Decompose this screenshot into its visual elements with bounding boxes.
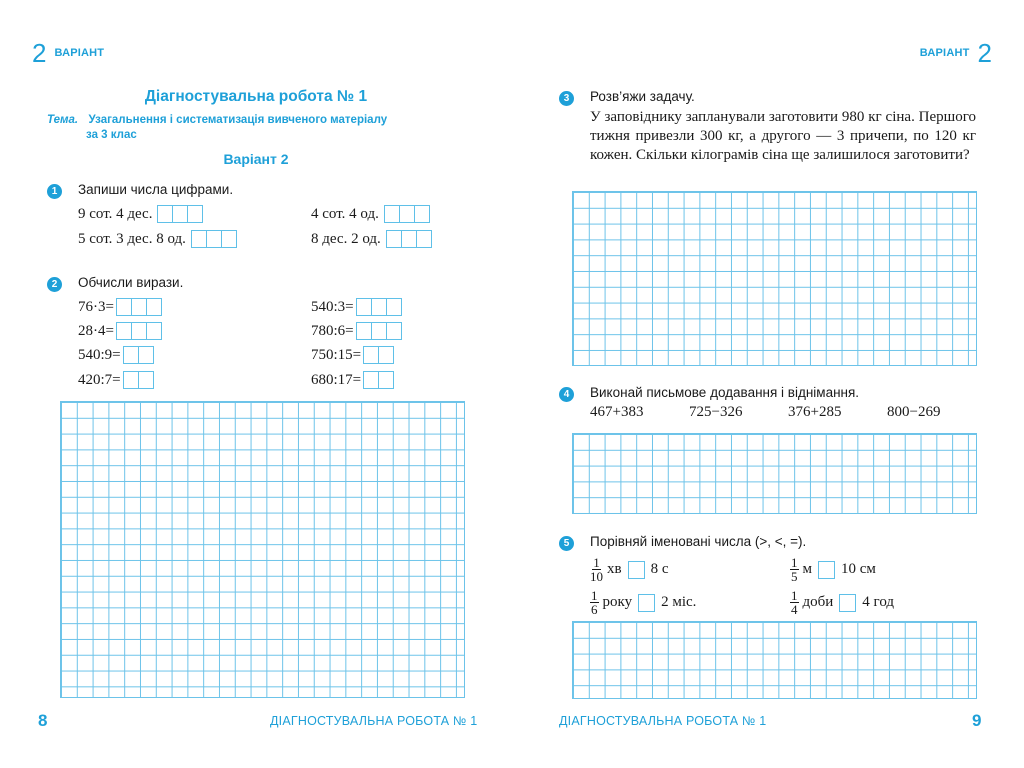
q4-expression: 800−269 bbox=[887, 404, 941, 420]
answer-cells[interactable] bbox=[157, 205, 203, 223]
theme-text: Узагальнення і систематизація вивченого матеріалу bbox=[88, 114, 388, 126]
variant-number: 2 bbox=[32, 38, 47, 68]
page-number-left: 8 bbox=[38, 711, 48, 730]
answer-cells[interactable] bbox=[116, 298, 162, 316]
question-number-4: 4 bbox=[559, 387, 574, 402]
q1-item-label: 5 сот. 3 дес. 8 од. bbox=[78, 230, 186, 247]
q1-item bbox=[311, 230, 432, 248]
theme-label: Тема. bbox=[47, 114, 79, 126]
q4-expression: 725−326 bbox=[689, 404, 743, 420]
work-grid-q4[interactable] bbox=[572, 433, 977, 514]
q2-item bbox=[311, 298, 402, 316]
compare-rhs: 8 с bbox=[650, 561, 669, 577]
q1-item bbox=[78, 205, 203, 223]
fraction: $\frac{1}{4}$ bbox=[791, 588, 798, 617]
q4-expression: 376+285 bbox=[788, 404, 842, 420]
page-title: Діагностувальна робота № 1 bbox=[144, 88, 368, 105]
q2-expression: 76·3= bbox=[78, 298, 114, 315]
q2-item bbox=[78, 371, 154, 389]
q1-item bbox=[311, 205, 430, 223]
compare-rhs: 10 см bbox=[841, 561, 876, 577]
q1-item-label: 9 сот. 4 дес. bbox=[78, 205, 153, 222]
unit-label: доби bbox=[802, 594, 834, 610]
compare-box[interactable] bbox=[638, 594, 655, 612]
footer-title-left: ДІАГНОСТУВАЛЬНА РОБОТА № 1 bbox=[270, 714, 478, 728]
q2-item bbox=[311, 371, 394, 389]
problem-text: У заповіднику запланували заготовити 980 кг сіна. Першого тижня привезли 300 кг, а другого — 3 причепи, по 120 кг кожен. Скільки кілограмів сіна ще залишилося заготовити? bbox=[590, 109, 976, 163]
work-grid-q3[interactable] bbox=[572, 191, 977, 366]
fraction: $\frac{1}{6}$ bbox=[591, 588, 598, 617]
answer-cells[interactable] bbox=[191, 230, 237, 248]
q2-item bbox=[78, 322, 162, 340]
comparison-item bbox=[790, 589, 894, 616]
fraction: $\frac{1}{5}$ bbox=[791, 555, 798, 584]
comparison-item bbox=[790, 556, 876, 583]
question-5-text: Порівняй іменовані числа (>, <, =). bbox=[590, 534, 807, 549]
variant-number: 2 bbox=[977, 38, 992, 68]
q2-item bbox=[78, 346, 154, 364]
page-number-right: 9 bbox=[972, 711, 982, 730]
footer-title-right: ДІАГНОСТУВАЛЬНА РОБОТА № 1 bbox=[559, 714, 767, 728]
question-1-text: Запиши числа цифрами. bbox=[78, 182, 234, 197]
fraction: $\frac{1}{10}$ bbox=[590, 555, 603, 584]
answer-cells[interactable] bbox=[386, 230, 432, 248]
q2-item bbox=[311, 322, 402, 340]
question-4-text: Виконай письмове додавання і віднімання. bbox=[590, 385, 860, 400]
q2-expression: 540:3= bbox=[311, 298, 354, 315]
variant-header-left bbox=[32, 40, 104, 66]
q2-expression: 680:17= bbox=[311, 371, 362, 388]
comparison-item bbox=[590, 556, 669, 583]
q1-item-label: 4 сот. 4 од. bbox=[311, 205, 379, 222]
answer-cells[interactable] bbox=[363, 346, 394, 364]
variant-subtitle: Варіант 2 bbox=[223, 151, 289, 167]
answer-cells[interactable] bbox=[123, 371, 154, 389]
compare-rhs: 2 міс. bbox=[661, 594, 697, 610]
q2-expression: 420:7= bbox=[78, 371, 121, 388]
answer-cells[interactable] bbox=[356, 298, 402, 316]
q1-item bbox=[78, 230, 237, 248]
answer-cells[interactable] bbox=[363, 371, 394, 389]
answer-cells[interactable] bbox=[384, 205, 430, 223]
q2-expression: 780:6= bbox=[311, 322, 354, 339]
question-number-1: 1 bbox=[47, 184, 62, 199]
question-number-2: 2 bbox=[47, 277, 62, 292]
question-number-5: 5 bbox=[559, 536, 574, 551]
q1-item-label: 8 дес. 2 од. bbox=[311, 230, 381, 247]
question-2-text: Обчисли вирази. bbox=[78, 275, 184, 290]
q2-item bbox=[311, 346, 394, 364]
unit-label: хв bbox=[607, 561, 622, 577]
question-3-text: Розв’яжи задачу. bbox=[590, 89, 695, 104]
q2-expression: 750:15= bbox=[311, 346, 362, 363]
unit-label: м bbox=[802, 561, 812, 577]
compare-box[interactable] bbox=[818, 561, 835, 579]
variant-label: ВАРІАНТ bbox=[54, 47, 105, 59]
compare-box[interactable] bbox=[628, 561, 645, 579]
q4-expression: 467+383 bbox=[590, 404, 644, 420]
unit-label: року bbox=[602, 594, 633, 610]
work-grid-left[interactable] bbox=[60, 401, 465, 698]
q2-item bbox=[78, 298, 162, 316]
compare-box[interactable] bbox=[839, 594, 856, 612]
variant-label: ВАРІАНТ bbox=[919, 47, 970, 59]
answer-cells[interactable] bbox=[123, 346, 154, 364]
compare-rhs: 4 год bbox=[862, 594, 895, 610]
work-grid-q5[interactable] bbox=[572, 621, 977, 699]
q2-expression: 28·4= bbox=[78, 322, 114, 339]
question-number-3: 3 bbox=[559, 91, 574, 106]
theme-text-line2: за 3 клас bbox=[86, 129, 137, 141]
answer-cells[interactable] bbox=[116, 322, 162, 340]
comparison-item bbox=[590, 589, 696, 616]
q2-expression: 540:9= bbox=[78, 346, 121, 363]
variant-header-right bbox=[920, 40, 992, 66]
answer-cells[interactable] bbox=[356, 322, 402, 340]
